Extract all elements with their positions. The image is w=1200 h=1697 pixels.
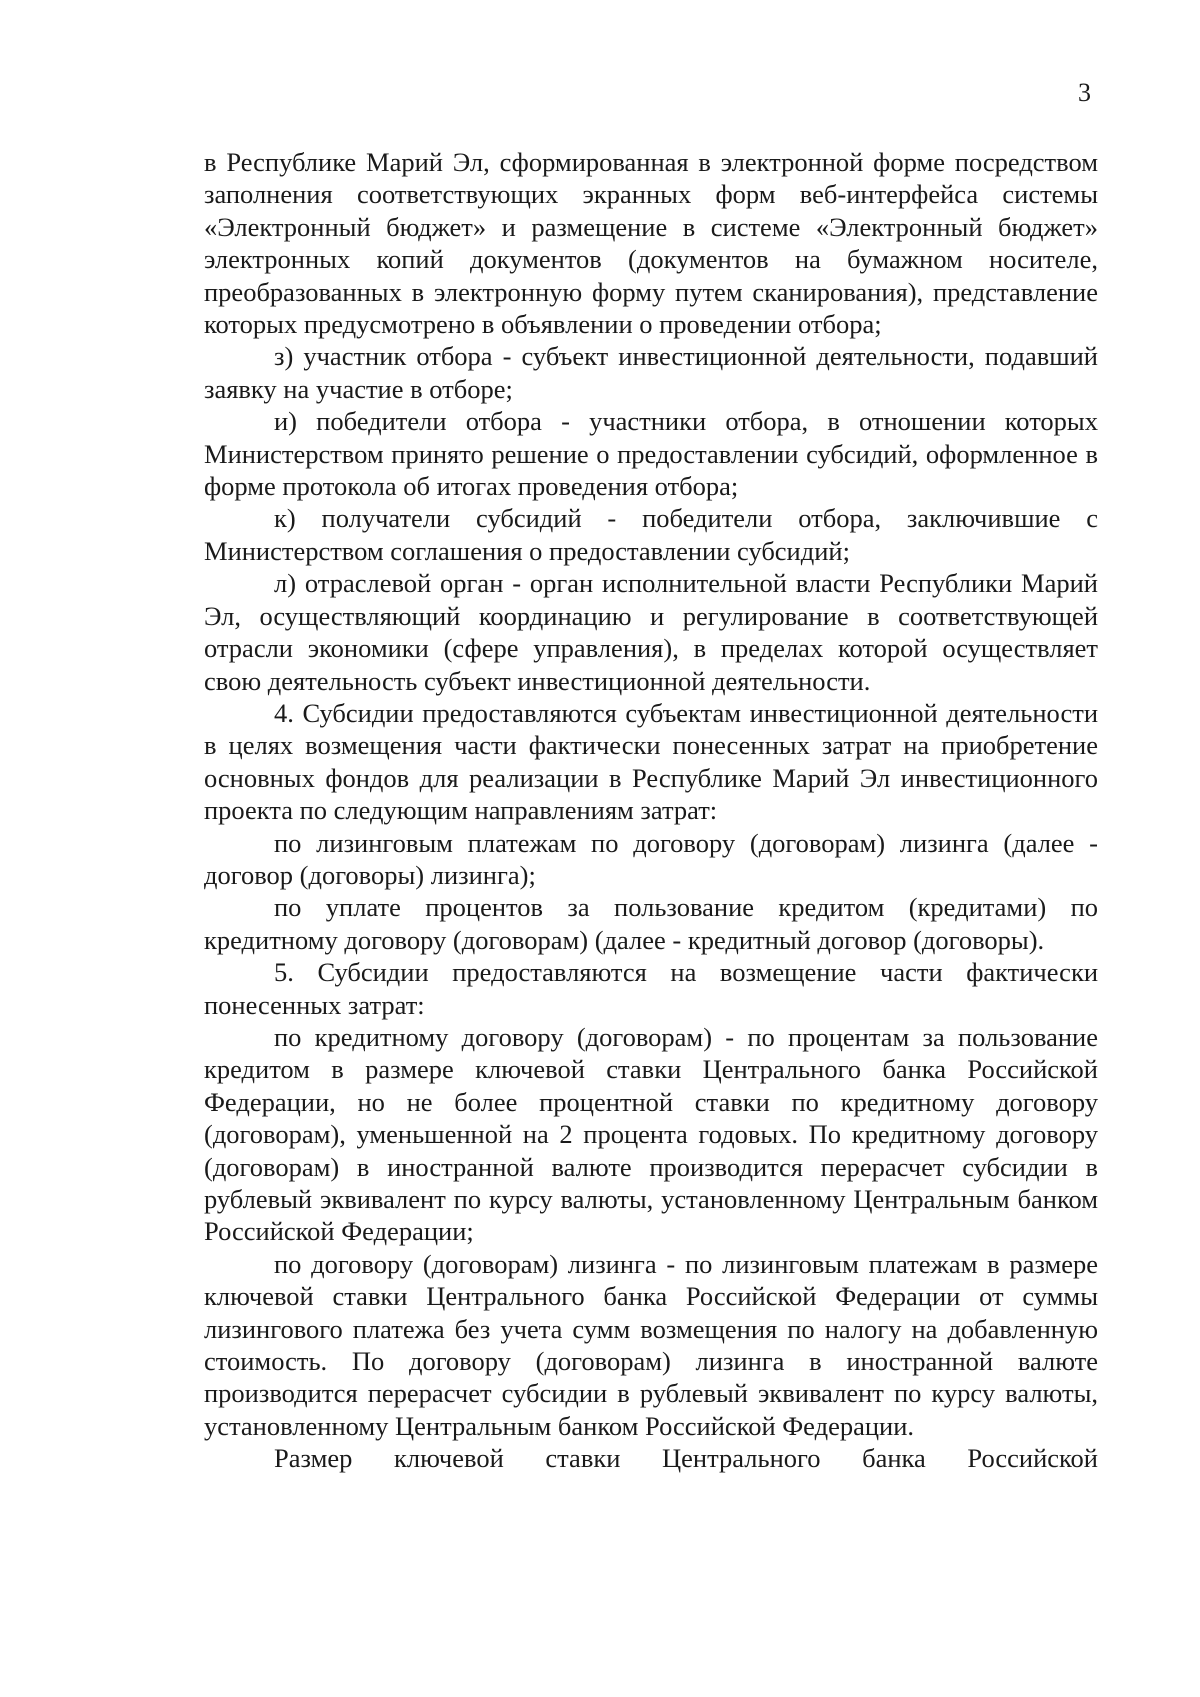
paragraph: л) отраслевой орган - орган исполнительной власти Республики Марий Эл, осуществляющий координацию и регулирование в соответствующей отрасли экономики (сфере управления), в пределах которой осуществляет свою деятельность субъект инвестиционной деятельности. [204, 568, 1098, 696]
paragraph: з) участник отбора - субъект инвестиционной деятельности, подавший заявку на участие в отборе; [204, 341, 1098, 404]
paragraph: по уплате процентов за пользование кредитом (кредитами) по кредитному договору (договорам) (далее - кредитный договор (договоры). [204, 892, 1098, 955]
document-body [204, 146, 1098, 1475]
paragraph-continued-line: Размер ключевой ставки Центрального банка Российской [274, 1443, 1098, 1474]
paragraph: по лизинговым платежам по договору (договорам) лизинга (далее - договор (договоры) лизинга); [204, 827, 1098, 890]
paragraph: в Республике Марий Эл, сформированная в электронной форме посредством заполнения соответствующих экранных форм веб-интерфейса системы «Электронный бюджет» и размещение в системе «Электронный бюджет» электронных копий документов (документов на бумажном носителе, преобразованных в электронную форму путем сканирования), представление которых предусмотрено в объявлении о проведении отбора; [204, 147, 1098, 340]
paragraph: 5. Субсидии предоставляются на возмещение части фактически понесенных затрат: [204, 957, 1098, 1020]
paragraph: и) победители отбора - участники отбора, в отношении которых Министерством принято решение о предоставлении субсидий, оформленное в форме протокола об итогах проведения отбора; [204, 406, 1098, 502]
paragraph: к) получатели субсидий - победители отбора, заключившие с Министерством соглашения о предоставлении субсидий; [204, 503, 1098, 566]
paragraph: 4. Субсидии предоставляются субъектам инвестиционной деятельности в целях возмещения части фактически понесенных затрат на приобретение основных фондов для реализации в Республике Марий Эл инвестиционного проекта по следующим направлениям затрат: [204, 697, 1098, 826]
page-number: 3 [1078, 78, 1091, 107]
paragraph: по договору (договорам) лизинга - по лизинговым платежам в размере ключевой ставки Центрального банка Российской Федерации от суммы лизингового платежа без учета сумм возмещения по налогу на добавленную стоимость. По договору (договорам) лизинга в иностранной валюте производится перерасчет субсидии в рублевый эквивалент по курсу валюты, установленному Центральным банком Российской Федерации. [204, 1248, 1098, 1441]
paragraph: по кредитному договору (договорам) - по процентам за пользование кредитом в размере ключевой ставки Центрального банка Российской Федерации, но не более процентной ставки по кредитному договору (договорам), уменьшенной на 2 процента годовых. По кредитному договору (договорам) в иностранной валюте производится перерасчет субсидии в рублевый эквивалент по курсу валюты, установленному Центральным банком Российской Федерации; [204, 1021, 1098, 1247]
